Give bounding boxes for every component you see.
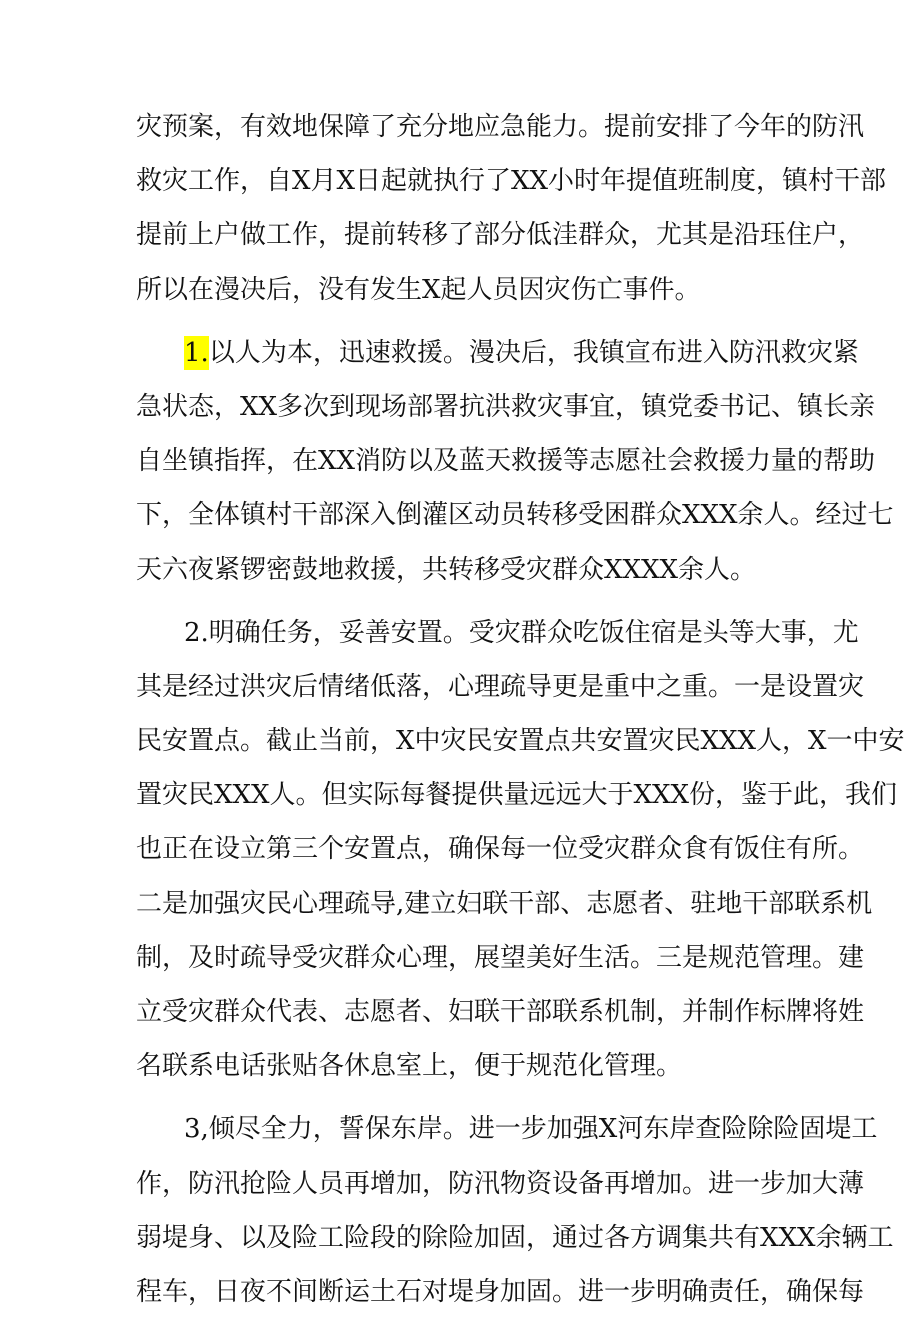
text-line: 弱堤身、以及险工险段的除险加固，通过各方调集共有XXX余辆工 [136, 1222, 894, 1253]
text-line: 制，及时疏导受灾群众心理，展望美好生活。三是规范管理。建 [136, 942, 865, 973]
text-line: 民安置点。截止当前，X中灾民安置点共安置灾民XXX人，X一中安 [136, 726, 905, 757]
text-line [136, 326, 859, 380]
text-line: 救灾工作，自X月X日起就执行了XX小时年提值班制度，镇村干部 [136, 166, 887, 197]
document-page [136, 100, 905, 1319]
text-line: 自坐镇指挥，在XX消防以及蓝天救援等志愿社会救援力量的帮助 [136, 446, 876, 477]
text-line: 立受灾群众代表、志愿者、妇联干部联系机制，并制作标牌将姓 [136, 997, 865, 1027]
text-line: 名联系电话张贴各休息室上，便于规范化管理。 [136, 1051, 683, 1082]
text-line: 置灾民XXX人。但实际每餐提供量远远大于XXX份，鉴于此，我们 [136, 780, 898, 811]
text-line: 天六夜紧锣密鼓地救援，共转移受灾群众XXXX余人。 [136, 554, 757, 585]
text-line: 灾预案，有效地保障了充分地应急能力。提前安排了今年的防汛 [136, 112, 865, 142]
text-line: 提前上户做工作，提前转移了部分低洼群众，尤其是沿珏住户， [136, 220, 865, 251]
paragraph-3 [136, 1102, 894, 1319]
text-line: 程车，日夜不间断运土石对堤身加固。进一步明确责任，确保每 [136, 1276, 865, 1307]
paragraph-1 [136, 326, 894, 597]
text-line: 3,倾尽全力，誓保东岸。进一步加强X河东岸查险除险固堤工 [184, 1114, 878, 1145]
text-line: 也正在设立第三个安置点，确保每一位受灾群众食有饭住有所。 [136, 834, 865, 865]
text-line: 其是经过洪灾后情绪低落，心理疏导更是重中之重。一是设置灾 [136, 671, 865, 702]
paragraph-2 [136, 606, 905, 1094]
highlighted-number: 1. [184, 337, 209, 368]
text-span: 以人为本，迅速救援。漫决后，我镇宣布进入防汛救灾紧 [208, 337, 859, 368]
text-line: 下，全体镇村干部深入倒灌区动员转移受困群众XXX余人。经过七 [136, 500, 894, 531]
text-line: 二是加强灾民心理疏导,建立妇联干部、志愿者、驻地干部联系机 [136, 888, 873, 919]
text-line: 所以在漫决后，没有发生X起人员因灾伤亡事件。 [136, 274, 701, 305]
text-line: 2.明确任务，妥善安置。受灾群众吃饭住宿是头等大事，尤 [184, 617, 859, 648]
text-line: 作，防汛抢险人员再增加，防汛物资设备再增加。进一步加大薄 [136, 1168, 865, 1199]
text-line: 急状态，XX多次到现场部署抗洪救灾事宜，镇党委书记、镇长亲 [136, 391, 876, 422]
paragraph-continuation [136, 100, 887, 317]
